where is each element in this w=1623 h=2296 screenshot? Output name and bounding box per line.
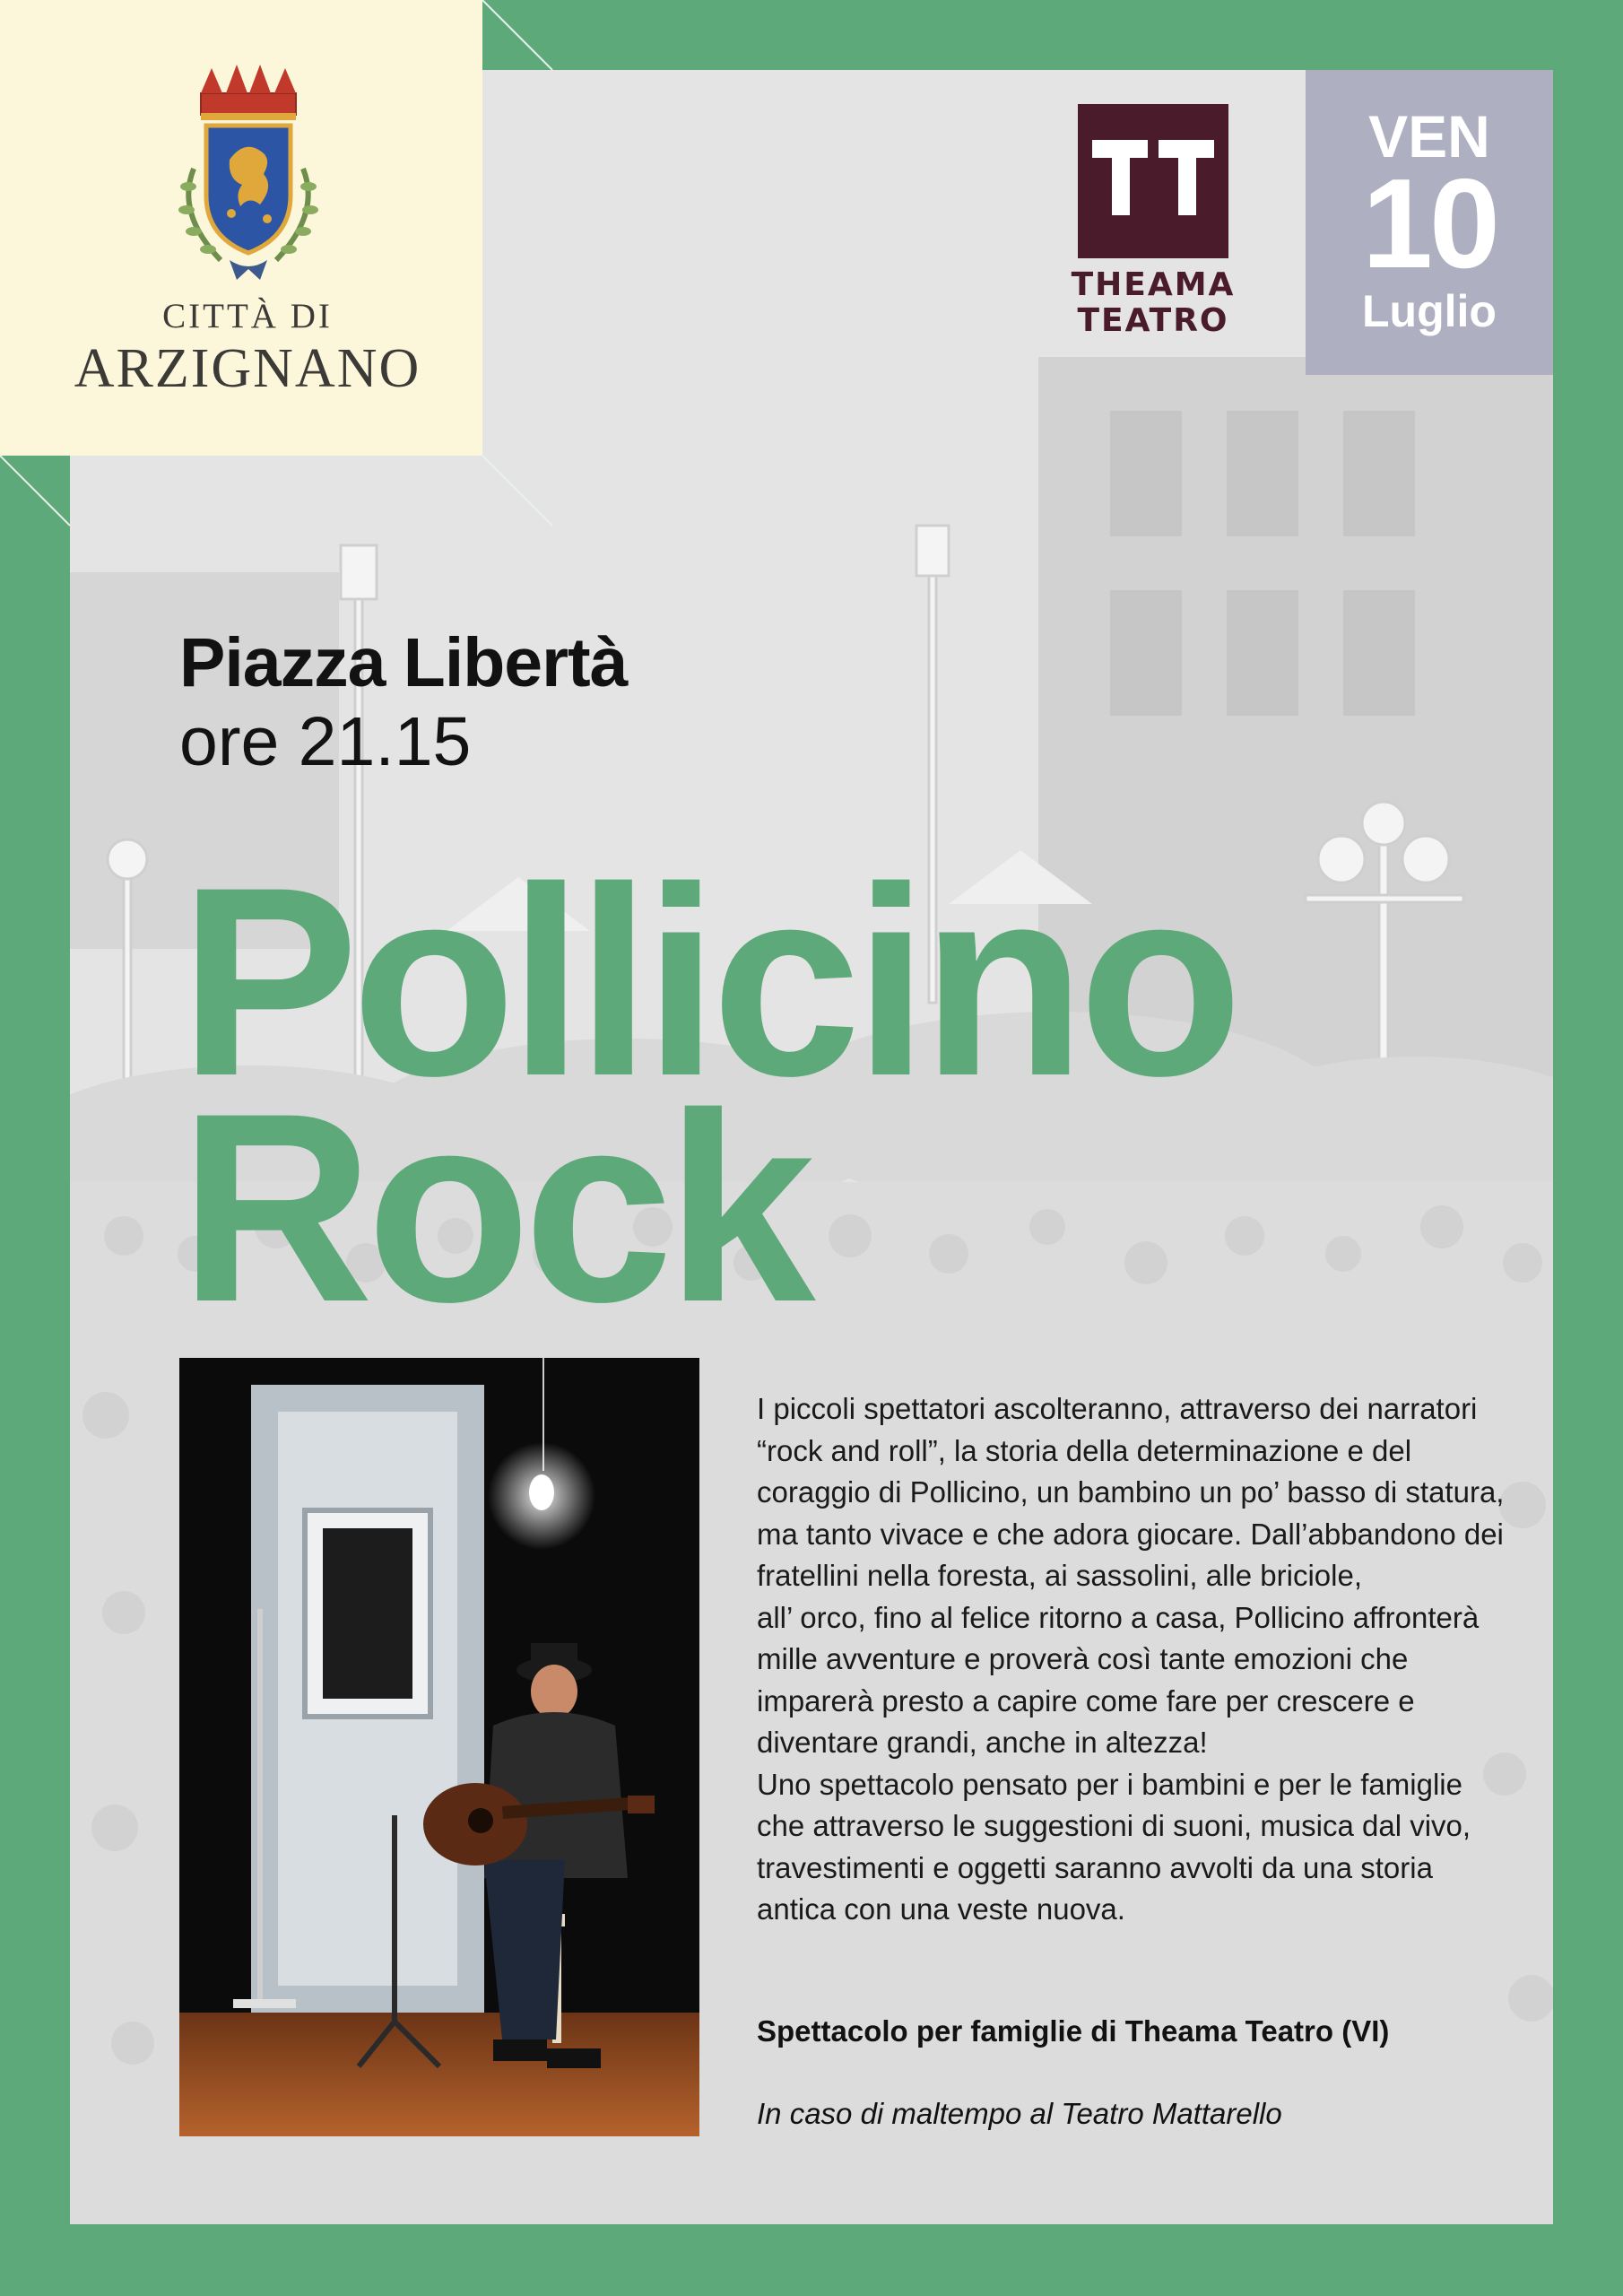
venue-place: Piazza Libertà: [179, 624, 628, 701]
date-box: [1306, 70, 1553, 375]
city-name: ARZIGNANO: [74, 338, 421, 399]
show-credit: Spettacolo per famiglie di Theama Teatro (VI): [757, 2014, 1390, 2048]
organizer-name-line2: TEATRO: [1077, 302, 1229, 339]
city-crest-icon: [167, 61, 330, 285]
performer-photo: [179, 1358, 699, 2136]
municipality-box: [0, 0, 482, 456]
weather-note: In caso di maltempo al Teatro Mattarello: [757, 2097, 1282, 2130]
venue-time: ore 21.15: [179, 703, 472, 780]
theama-tt-icon: [1078, 104, 1228, 258]
show-description: I piccoli spettatori ascolteranno, attraverso dei narratori “rock and roll”, la storia della determinazione e del coraggio di Pollicino, un bambino un po’ basso di statura, ma tanto vivace e che adora giocare. Dall’abbandono dei fratellini nella foresta, ai sassolini, alle briciole, all’ orco, fino al felice ritorno a casa, Pollicino affronterà mille avventure e proverà così tante emozioni che imparerà presto a capire come fare per crescere e diventare grandi, anche in altezza! Uno spettacolo pensato per i bambini e per le famiglie che attraverso le suggestioni di suoni, musica dal vivo, travestimenti e oggetti saranno avvolti da una storia antica con una veste nuova.: [757, 1392, 1505, 1926]
show-title-line2: Rock: [179, 1057, 809, 1358]
date-day: 10: [1362, 152, 1497, 295]
show-title-line1: Pollicino: [179, 831, 1237, 1132]
city-prefix: CITTÀ DI: [162, 297, 333, 335]
organizer-name-line1: THEAMA: [1071, 266, 1236, 303]
date-month: Luglio: [1362, 286, 1497, 336]
date-weekday: VEN: [1368, 103, 1490, 170]
